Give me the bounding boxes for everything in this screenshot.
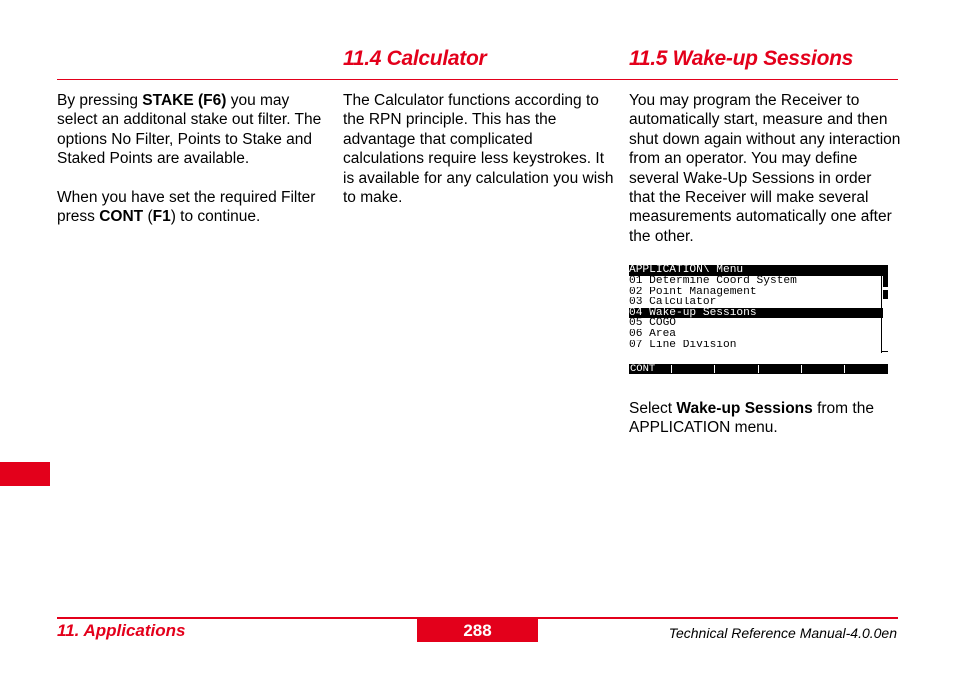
heading-wakeup-sessions: 11.5 Wake-up Sessions — [629, 47, 854, 70]
paragraph-calculator: The Calculator functions according to the RPN principle. This has the advantage that complicated calculations require less keystrokes. It is available for any calculation you wish to make. — [343, 92, 614, 207]
screen-menu-item[interactable]: 07 Line Division — [629, 339, 737, 351]
key-stake: STAKE (F6) — [142, 92, 227, 109]
function-key-f5[interactable] — [802, 364, 844, 374]
function-key-f4[interactable] — [759, 364, 801, 374]
function-key-separator — [758, 365, 759, 373]
screen-scrollbar — [881, 276, 882, 353]
function-key-f6[interactable] — [845, 364, 887, 374]
function-key-f2[interactable] — [672, 364, 714, 374]
heading-calculator: 11.4 Calculator — [343, 47, 487, 70]
key-cont: CONT — [99, 208, 144, 226]
function-key-separator — [844, 365, 845, 373]
scrollbar-end — [881, 351, 888, 352]
screen-menu-item[interactable]: 06 Area — [629, 329, 676, 340]
screen-caption: Select Wake-up Sessions from the APPLICATION menu. — [629, 400, 874, 437]
footer-chapter: 11. Applications — [57, 621, 186, 640]
function-key-separator — [714, 365, 715, 373]
screen-menu-item[interactable]: 04 Wake-up Sessions — [629, 308, 883, 319]
scrollbar-thumb-top — [883, 276, 888, 287]
screen-menu-item[interactable]: 02 Point Management — [629, 286, 757, 298]
paragraph-wakeup: You may program the Receiver to automatically start, measure and then shut down again without any interaction from an operator. You may define several Wake-Up Sessions in order that the Receiver will make several measurements automatically one after the other. — [629, 92, 901, 245]
paragraph-continue: When you have set the required Filter press CONT (F1) to continue. — [57, 189, 316, 226]
column-calculator — [343, 91, 615, 207]
top-rule — [57, 79, 898, 80]
function-key-separator — [671, 365, 672, 373]
screen-menu-item[interactable]: 03 Calculator — [629, 297, 717, 308]
menu-item-name: Wake-up Sessions — [676, 400, 813, 417]
paragraph-stake-filter: By pressing STAKE (F6) you may select an additonal stake out filter. The options No Filter, Points to Stake and Staked Points are available. — [57, 92, 322, 168]
footer-manual-title: Technical Reference Manual-4.0.0en — [668, 625, 897, 641]
chapter-side-tab — [0, 462, 50, 486]
scrollbar-thumb — [883, 290, 888, 299]
function-key-separator — [801, 365, 802, 373]
column-wakeup — [629, 91, 901, 246]
page-number: 288 — [417, 619, 538, 642]
screen-menu-item[interactable]: 01 Determine Coord System — [629, 276, 797, 287]
screen-menu-item[interactable]: 05 COGO — [629, 318, 676, 329]
function-key-f3[interactable] — [715, 364, 757, 374]
key-f1: F1 — [152, 208, 171, 226]
screen-title: APPLICATION\ Menu — [629, 265, 888, 276]
column-stake-filter — [57, 91, 329, 227]
function-key-f1[interactable]: CONT — [630, 363, 656, 375]
function-key-bar — [629, 364, 888, 374]
